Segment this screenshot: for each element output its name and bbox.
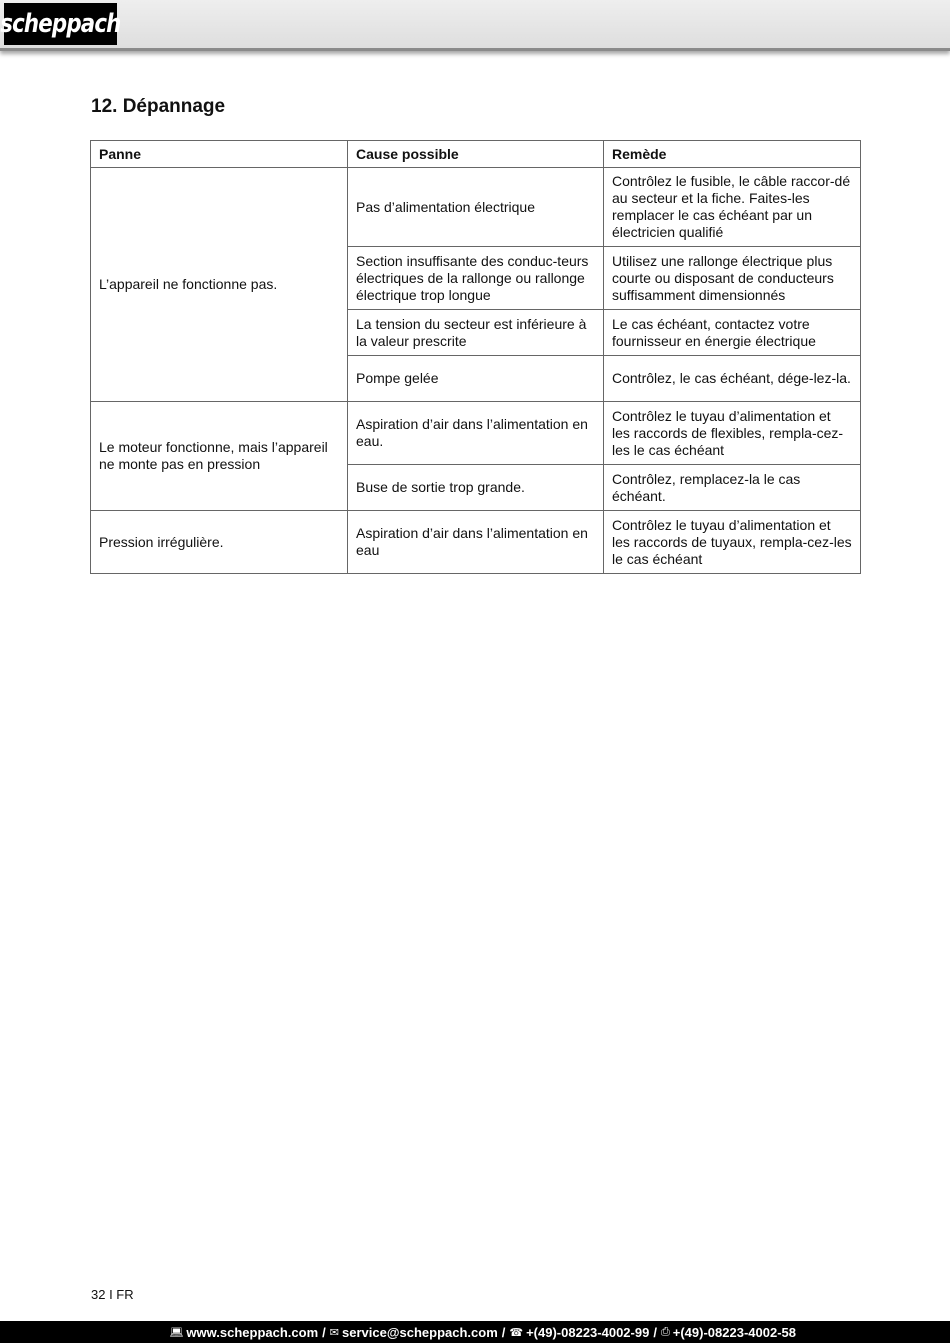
- cause-cell: Aspiration d’air dans l’alimentation en eau: [348, 511, 604, 574]
- table-row: [91, 511, 861, 574]
- header-remede: Remède: [604, 141, 861, 168]
- cause-cell: Aspiration d’air dans l’alimentation en eau.: [348, 402, 604, 465]
- cause-cell: Section insuffisante des conduc-teurs électriques de la rallonge ou rallonge électrique trop longue: [348, 247, 604, 310]
- fax-number: +(49)-08223-4002-58: [672, 1324, 796, 1340]
- page-number: 32 I FR: [91, 1287, 134, 1302]
- separator: /: [653, 1324, 657, 1340]
- footer-contact-bar: [0, 1321, 950, 1343]
- separator: /: [322, 1324, 326, 1340]
- remede-cell: Contrôlez, remplacez-la le cas échéant.: [604, 465, 861, 511]
- troubleshooting-table: [90, 140, 861, 574]
- header-cause: Cause possible: [348, 141, 604, 168]
- remede-cell: Contrôlez le tuyau d’alimentation et les raccords de flexibles, rempla-cez-les le cas échéant: [604, 402, 861, 465]
- phone-icon: ☎: [509, 1325, 524, 1339]
- cause-cell: Pas d’alimentation électrique: [348, 168, 604, 247]
- website-link[interactable]: www.scheppach.com: [186, 1324, 319, 1340]
- table-header-row: [91, 141, 861, 168]
- email-link[interactable]: service@scheppach.com: [342, 1324, 498, 1340]
- remede-cell: Utilisez une rallonge électrique plus courte ou disposant de conducteurs suffisamment dimensionnés: [604, 247, 861, 310]
- logo-text: scheppach: [0, 9, 121, 39]
- header-panne: Panne: [91, 141, 348, 168]
- computer-icon: 💻︎: [169, 1325, 184, 1339]
- scheppach-logo: [0, 3, 121, 45]
- remede-cell: Contrôlez le fusible, le câble raccor-dé au secteur et la fiche. Faites-les remplacer le cas échéant par un électricien qualifié: [604, 168, 861, 247]
- remede-cell: Le cas échéant, contactez votre fournisseur en énergie électrique: [604, 310, 861, 356]
- table-row: [91, 168, 861, 247]
- panne-cell: Le moteur fonctionne, mais l’appareil ne monte pas en pression: [91, 402, 348, 511]
- fax-icon: ⎙: [660, 1325, 670, 1338]
- panne-cell: Pression irrégulière.: [91, 511, 348, 574]
- table-row: [91, 402, 861, 465]
- header-bar: [0, 0, 950, 51]
- remede-cell: Contrôlez le tuyau d’alimentation et les raccords de tuyaux, rempla-cez-les le cas échéant: [604, 511, 861, 574]
- cause-cell: Pompe gelée: [348, 356, 604, 402]
- section-title: 12. Dépannage: [91, 96, 226, 117]
- email-icon: ✉: [329, 1325, 339, 1339]
- cause-cell: Buse de sortie trop grande.: [348, 465, 604, 511]
- cause-cell: La tension du secteur est inférieure à la valeur prescrite: [348, 310, 604, 356]
- separator: /: [501, 1324, 506, 1340]
- remede-cell: Contrôlez, le cas échéant, dége-lez-la.: [604, 356, 861, 402]
- phone-number: +(49)-08223-4002-99: [526, 1324, 650, 1340]
- panne-cell: L’appareil ne fonctionne pas.: [91, 168, 348, 402]
